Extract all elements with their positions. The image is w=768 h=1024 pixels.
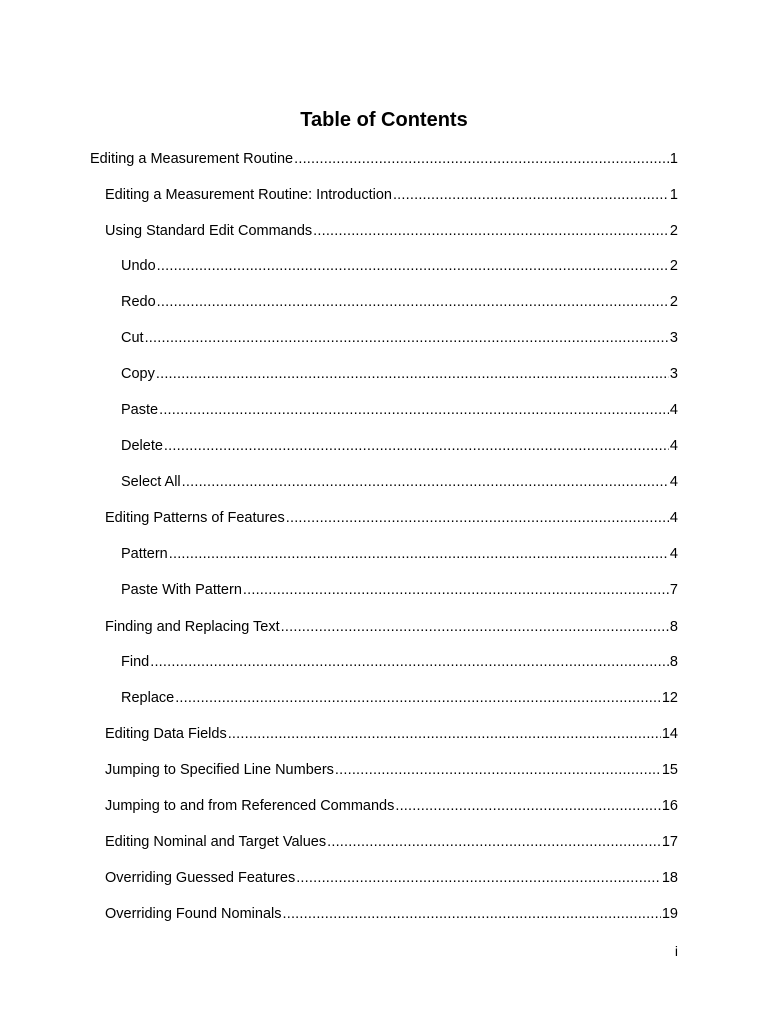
- dot-leader: [228, 724, 661, 744]
- dot-leader: [145, 328, 669, 348]
- toc-entry-label: Cut: [121, 330, 144, 346]
- toc-entry[interactable]: [121, 688, 678, 708]
- toc-entry-label: Pattern: [121, 546, 168, 562]
- toc-entry[interactable]: [105, 760, 678, 780]
- dot-leader: [294, 149, 669, 169]
- page-title: Table of Contents: [300, 109, 468, 131]
- dot-leader: [296, 868, 661, 888]
- toc-entry-page: 18: [661, 870, 678, 886]
- dot-leader: [283, 904, 661, 924]
- dot-leader: [159, 400, 669, 420]
- toc-entry-page: 3: [669, 330, 678, 346]
- dot-leader: [281, 617, 669, 637]
- dot-leader: [150, 652, 669, 672]
- page-number-footer: i: [674, 943, 678, 959]
- toc-entry-page: 4: [669, 402, 678, 418]
- toc-entry-page: 2: [669, 258, 678, 274]
- toc-entry[interactable]: [105, 904, 678, 924]
- dot-leader: [164, 436, 669, 456]
- toc-entry-page: 8: [669, 619, 678, 635]
- toc-entry-label: Delete: [121, 438, 163, 454]
- toc-entry-label: Editing Nominal and Target Values: [105, 834, 327, 850]
- dot-leader: [395, 796, 661, 816]
- toc-entry[interactable]: [105, 832, 678, 852]
- toc-entry-page: 4: [669, 546, 678, 562]
- toc-entry-label: Select All: [121, 474, 181, 490]
- toc-entry[interactable]: [105, 221, 678, 241]
- toc-entry-page: 8: [669, 654, 678, 670]
- toc-entry-page: 3: [669, 366, 678, 382]
- toc-entry-page: 15: [661, 762, 678, 778]
- toc-entry-page: 12: [661, 690, 678, 706]
- toc-entry[interactable]: [105, 868, 678, 888]
- toc-entry[interactable]: [121, 364, 678, 384]
- dot-leader: [243, 580, 669, 600]
- toc-entry-label: Jumping to Specified Line Numbers: [105, 762, 334, 778]
- toc-entry-label: Replace: [121, 690, 175, 706]
- toc-entry-page: 2: [669, 294, 678, 310]
- toc-entry-label: Jumping to and from Referenced Commands: [105, 798, 395, 814]
- toc-entry-label: Overriding Found Nominals: [105, 906, 282, 922]
- toc-entry-label: Paste With Pattern: [121, 582, 242, 598]
- toc-entry[interactable]: [105, 724, 678, 744]
- dot-leader: [169, 544, 669, 564]
- dot-leader: [182, 472, 669, 492]
- toc-entry[interactable]: [121, 472, 678, 492]
- toc-entry-label: Editing Data Fields: [105, 726, 227, 742]
- toc-entry-label: Paste: [121, 402, 159, 418]
- toc-entry[interactable]: [121, 652, 678, 672]
- dot-leader: [393, 185, 669, 205]
- toc-entry[interactable]: [90, 149, 678, 169]
- toc-entry-label: Copy: [121, 366, 155, 382]
- toc-entry-page: 1: [669, 151, 678, 167]
- toc-entry[interactable]: [121, 436, 678, 456]
- toc-entry[interactable]: [105, 617, 678, 637]
- toc-entry-page: 1: [669, 187, 678, 203]
- toc-entry[interactable]: [121, 256, 678, 276]
- toc-entry-label: Overriding Guessed Features: [105, 870, 296, 886]
- toc-entry[interactable]: [121, 292, 678, 312]
- toc-entry-label: Editing a Measurement Routine: [90, 151, 294, 167]
- toc-entry-page: 7: [669, 582, 678, 598]
- toc-entry-page: 4: [669, 510, 678, 526]
- dot-leader: [157, 292, 669, 312]
- toc-entry-page: 2: [669, 223, 678, 239]
- toc-entry[interactable]: [105, 508, 678, 528]
- dot-leader: [157, 256, 669, 276]
- toc-entry-label: Editing Patterns of Features: [105, 510, 285, 526]
- dot-leader: [175, 688, 661, 708]
- toc-entry[interactable]: [105, 185, 678, 205]
- toc-entry-page: 4: [669, 438, 678, 454]
- dot-leader: [335, 760, 661, 780]
- dot-leader: [286, 508, 669, 528]
- toc-entry-label: Using Standard Edit Commands: [105, 223, 313, 239]
- dot-leader: [313, 221, 669, 241]
- toc-entry-label: Redo: [121, 294, 156, 310]
- toc-entry-page: 14: [661, 726, 678, 742]
- toc-entry-page: 17: [661, 834, 678, 850]
- toc-entry-page: 4: [669, 474, 678, 490]
- dot-leader: [156, 364, 669, 384]
- toc-entry-label: Editing a Measurement Routine: Introduction: [105, 187, 392, 203]
- toc-entry[interactable]: [121, 328, 678, 348]
- toc-entry-page: 19: [661, 906, 678, 922]
- toc-entry-label: Undo: [121, 258, 156, 274]
- dot-leader: [327, 832, 661, 852]
- toc-entry[interactable]: [121, 544, 678, 564]
- toc-entry-label: Find: [121, 654, 150, 670]
- toc-entry[interactable]: [121, 580, 678, 600]
- toc-entry-page: 16: [661, 798, 678, 814]
- toc-entry-label: Finding and Replacing Text: [105, 619, 280, 635]
- toc-entry[interactable]: [121, 400, 678, 420]
- toc-entry[interactable]: [105, 796, 678, 816]
